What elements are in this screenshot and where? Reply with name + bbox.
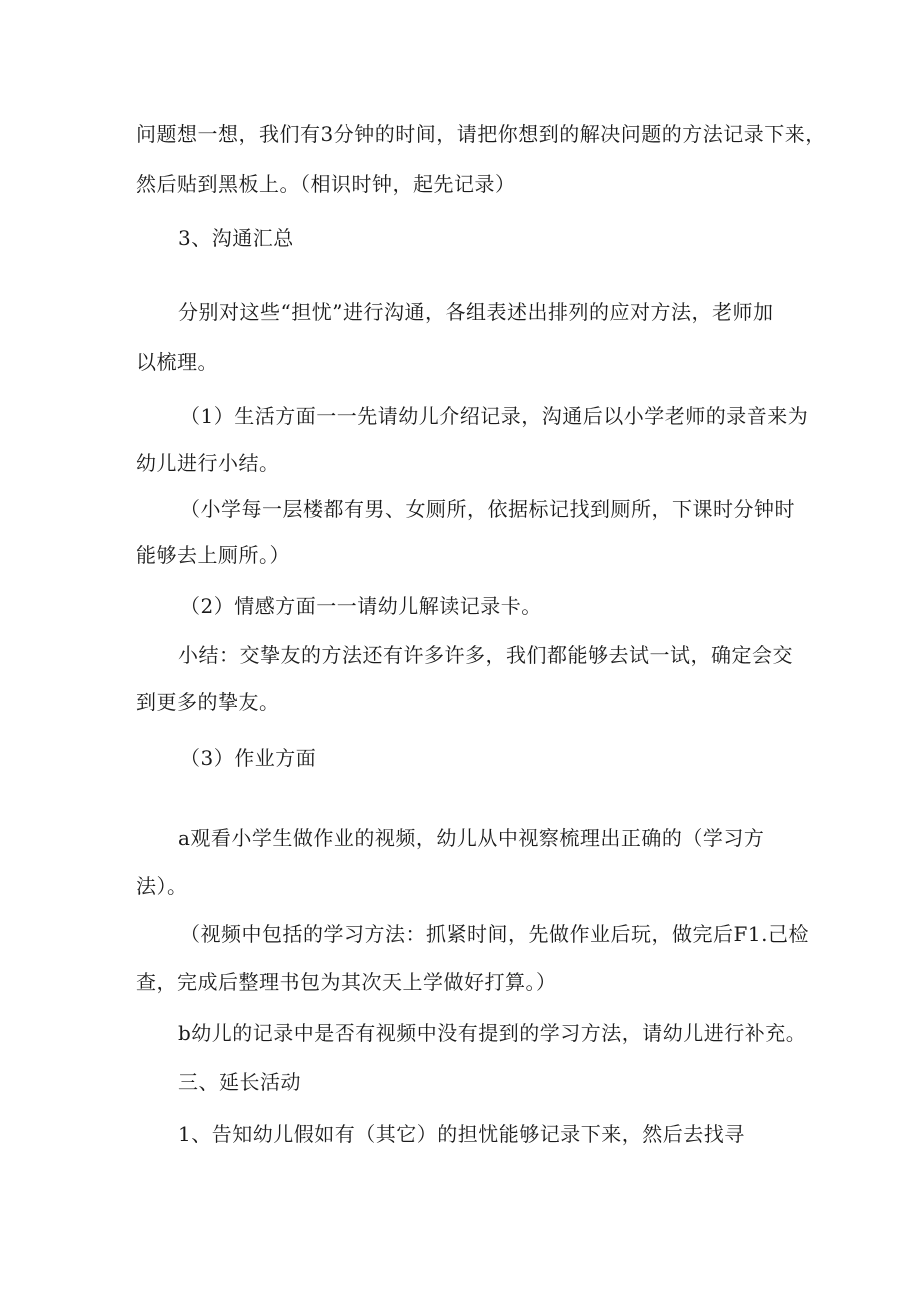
paragraph-line: （小学每一层楼都有男、女厕所，依据标记找到厕所，下课时分钟时 bbox=[180, 497, 795, 521]
paragraph-line: 幼儿进行小结。 bbox=[136, 451, 280, 475]
paragraph-line: b幼儿的记录中是否有视频中没有提到的学习方法，请幼儿进行补充。 bbox=[178, 1021, 807, 1045]
paragraph-line: 查，完成后整理书包为其次天上学做好打算。） bbox=[136, 970, 557, 994]
paragraph-line: 小结：交挚友的方法还有许多许多，我们都能够去试一试，确定会交 bbox=[178, 643, 793, 667]
section-heading: 3、沟通汇总 bbox=[178, 226, 294, 250]
paragraph-line: a观看小学生做作业的视频，幼儿从中视察梳理出正确的（学习方 bbox=[178, 826, 765, 850]
paragraph-line: 法）。 bbox=[136, 874, 188, 898]
paragraph-line: （2）情感方面一一请幼儿解读记录卡。 bbox=[180, 594, 542, 618]
paragraph-line: 分别对这些“担忧”进行沟通，各组表述出排列的应对方法，老师加 bbox=[178, 300, 774, 324]
section-heading: 三、延长活动 bbox=[178, 1070, 301, 1094]
paragraph-line: 到更多的挚友。 bbox=[136, 690, 280, 714]
paragraph-line: （3）作业方面 bbox=[180, 746, 317, 770]
paragraph-line: 1、告知幼儿假如有（其它）的担忧能够记录下来，然后去找寻 bbox=[178, 1122, 745, 1146]
paragraph-line: 问题想一想，我们有3分钟的时间，请把你想到的解决问题的方法记录下来， bbox=[136, 122, 826, 146]
paragraph-line: （1）生活方面一一先请幼儿介绍记录，沟通后以小学老师的录音来为 bbox=[180, 404, 809, 428]
paragraph-line: 能够去上厕所。） bbox=[136, 543, 290, 567]
paragraph-line: 然后贴到黑板上。（相识时钟，起先记录） bbox=[136, 172, 516, 196]
paragraph-line: （视频中包括的学习方法：抓紧时间，先做作业后玩，做完后F1.己检 bbox=[180, 922, 809, 946]
paragraph-line: 以梳理。 bbox=[136, 350, 218, 374]
